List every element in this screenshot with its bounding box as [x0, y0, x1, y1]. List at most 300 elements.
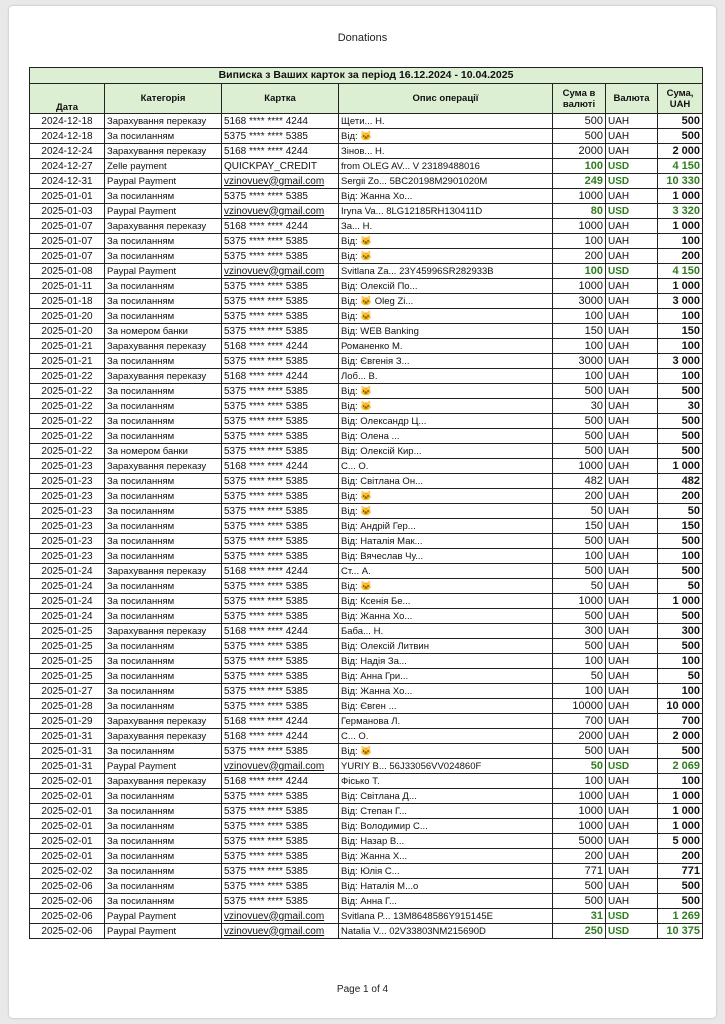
cell-category: За посиланням: [105, 234, 222, 249]
table-row: [30, 399, 703, 414]
cell-total: 300: [658, 624, 703, 639]
cell-description: Від: Надія За...: [339, 654, 553, 669]
cell-date: 2025-01-24: [30, 564, 105, 579]
cell-total: 5 000: [658, 834, 703, 849]
cell-card[interactable]: vzinovuev@gmail.com: [222, 174, 339, 189]
cell-amount: 500: [553, 894, 606, 909]
cell-total: 100: [658, 339, 703, 354]
cell-currency: USD: [606, 264, 658, 279]
cell-currency: UAH: [606, 384, 658, 399]
cell-amount: 100: [553, 309, 606, 324]
cell-date: 2024-12-18: [30, 114, 105, 129]
cell-amount: 500: [553, 429, 606, 444]
cell-total: 500: [658, 114, 703, 129]
cell-date: 2025-01-20: [30, 324, 105, 339]
cell-date: 2025-01-24: [30, 609, 105, 624]
cell-total: 150: [658, 324, 703, 339]
cell-currency: UAH: [606, 819, 658, 834]
cell-currency: UAH: [606, 744, 658, 759]
cell-total: 771: [658, 864, 703, 879]
cell-card: 5375 **** **** 5385: [222, 684, 339, 699]
table-row: [30, 234, 703, 249]
cell-date: 2025-01-22: [30, 429, 105, 444]
cell-total: 2 000: [658, 729, 703, 744]
cell-currency: UAH: [606, 444, 658, 459]
cell-description: Від: Жанна Хо...: [339, 684, 553, 699]
header-description: Опис операції: [339, 84, 553, 114]
cell-currency: UAH: [606, 504, 658, 519]
cell-description: Зінов... Н.: [339, 144, 553, 159]
cell-amount: 100: [553, 339, 606, 354]
cell-description: Баба... Н.: [339, 624, 553, 639]
cell-card[interactable]: vzinovuev@gmail.com: [222, 909, 339, 924]
cell-description: Від: Олена ...: [339, 429, 553, 444]
cell-description: Від: Анна Гри...: [339, 669, 553, 684]
cell-description: За... Н.: [339, 219, 553, 234]
cell-category: Зарахування переказу: [105, 774, 222, 789]
table-row: [30, 444, 703, 459]
cell-amount: 100: [553, 264, 606, 279]
table-row: [30, 834, 703, 849]
cell-category: За номером банки: [105, 324, 222, 339]
page-number: Page 1 of 4: [336, 984, 389, 995]
cell-category: За посиланням: [105, 699, 222, 714]
cell-date: 2025-02-06: [30, 924, 105, 939]
cell-card: 5168 **** **** 4244: [222, 729, 339, 744]
table-row: [30, 414, 703, 429]
cell-amount: 200: [553, 249, 606, 264]
cell-currency: USD: [606, 909, 658, 924]
cell-card: 5375 **** **** 5385: [222, 864, 339, 879]
cell-card: 5375 **** **** 5385: [222, 444, 339, 459]
cell-category: Зарахування переказу: [105, 219, 222, 234]
cell-description: Фісько Т.: [339, 774, 553, 789]
cell-date: 2025-01-22: [30, 414, 105, 429]
statement-table: [29, 67, 703, 939]
cell-currency: UAH: [606, 564, 658, 579]
cell-amount: 500: [553, 444, 606, 459]
cell-amount: 200: [553, 849, 606, 864]
table-row: [30, 294, 703, 309]
cell-card: 5375 **** **** 5385: [222, 399, 339, 414]
cell-description: Від: Олексій По...: [339, 279, 553, 294]
cell-card: 5375 **** **** 5385: [222, 354, 339, 369]
cell-description: Від: Анна Г...: [339, 894, 553, 909]
cell-card[interactable]: vzinovuev@gmail.com: [222, 924, 339, 939]
cell-currency: UAH: [606, 639, 658, 654]
cell-currency: UAH: [606, 219, 658, 234]
cell-currency: UAH: [606, 234, 658, 249]
cell-category: Paypal Payment: [105, 924, 222, 939]
cell-card: 5168 **** **** 4244: [222, 144, 339, 159]
cell-date: 2025-01-27: [30, 684, 105, 699]
cell-card: 5168 **** **** 4244: [222, 624, 339, 639]
cell-date: 2025-01-07: [30, 219, 105, 234]
cell-amount: 1000: [553, 189, 606, 204]
cell-total: 100: [658, 684, 703, 699]
cell-category: Paypal Payment: [105, 174, 222, 189]
cell-currency: UAH: [606, 864, 658, 879]
cell-category: За посиланням: [105, 864, 222, 879]
cell-description: Від: Назар В...: [339, 834, 553, 849]
cell-date: 2025-01-07: [30, 234, 105, 249]
table-row: [30, 654, 703, 669]
cell-total: 500: [658, 744, 703, 759]
table-row: [30, 384, 703, 399]
cell-description: Від: Юлія С...: [339, 864, 553, 879]
cell-total: 1 000: [658, 279, 703, 294]
cell-date: 2025-01-25: [30, 639, 105, 654]
cell-currency: UAH: [606, 684, 658, 699]
cell-category: Зарахування переказу: [105, 624, 222, 639]
cell-total: 500: [658, 879, 703, 894]
cell-card: 5375 **** **** 5385: [222, 609, 339, 624]
cell-total: 100: [658, 234, 703, 249]
cell-currency: UAH: [606, 579, 658, 594]
cell-currency: UAH: [606, 294, 658, 309]
table-row: [30, 624, 703, 639]
cell-description: Від: 🐱: [339, 234, 553, 249]
cell-date: 2025-01-31: [30, 744, 105, 759]
cell-category: За посиланням: [105, 549, 222, 564]
cell-amount: 50: [553, 669, 606, 684]
cell-description: Від: 🐱: [339, 399, 553, 414]
table-title: Виписка з Ваших карток за період 16.12.2024 - 10.04.2025: [30, 68, 703, 84]
cell-card: QUICKPAY_CREDIT: [222, 159, 339, 174]
cell-currency: UAH: [606, 654, 658, 669]
table-row: [30, 174, 703, 189]
cell-card: 5375 **** **** 5385: [222, 474, 339, 489]
cell-currency: UAH: [606, 474, 658, 489]
cell-currency: UAH: [606, 519, 658, 534]
cell-date: 2025-01-23: [30, 534, 105, 549]
cell-card: 5375 **** **** 5385: [222, 789, 339, 804]
cell-card[interactable]: vzinovuev@gmail.com: [222, 264, 339, 279]
cell-amount: 249: [553, 174, 606, 189]
cell-amount: 50: [553, 504, 606, 519]
cell-total: 500: [658, 564, 703, 579]
cell-card: 5375 **** **** 5385: [222, 594, 339, 609]
cell-currency: USD: [606, 174, 658, 189]
cell-description: С... О.: [339, 729, 553, 744]
cell-category: Зарахування переказу: [105, 369, 222, 384]
cell-amount: 1000: [553, 819, 606, 834]
cell-amount: 50: [553, 579, 606, 594]
cell-card: 5375 **** **** 5385: [222, 669, 339, 684]
cell-description: Від: Жанна Хо...: [339, 189, 553, 204]
table-row: [30, 204, 703, 219]
cell-currency: UAH: [606, 339, 658, 354]
table-row: [30, 594, 703, 609]
cell-total: 500: [658, 129, 703, 144]
table-row: [30, 579, 703, 594]
cell-currency: UAH: [606, 624, 658, 639]
table-row: [30, 804, 703, 819]
cell-total: 500: [658, 444, 703, 459]
cell-amount: 300: [553, 624, 606, 639]
cell-total: 50: [658, 579, 703, 594]
cell-date: 2025-01-23: [30, 549, 105, 564]
cell-category: За посиланням: [105, 429, 222, 444]
cell-description: Від: Андрій Гер...: [339, 519, 553, 534]
table-row: [30, 354, 703, 369]
cell-currency: UAH: [606, 399, 658, 414]
cell-total: 1 000: [658, 594, 703, 609]
cell-currency: UAH: [606, 714, 658, 729]
cell-date: 2025-01-07: [30, 249, 105, 264]
cell-total: 100: [658, 369, 703, 384]
table-row: [30, 879, 703, 894]
table-row: [30, 459, 703, 474]
table-row: [30, 729, 703, 744]
cell-currency: UAH: [606, 324, 658, 339]
cell-currency: UAH: [606, 534, 658, 549]
cell-date: 2025-01-01: [30, 189, 105, 204]
cell-category: За посиланням: [105, 534, 222, 549]
table-row: [30, 324, 703, 339]
cell-amount: 30: [553, 399, 606, 414]
cell-card: 5375 **** **** 5385: [222, 804, 339, 819]
cell-category: Зарахування переказу: [105, 339, 222, 354]
cell-currency: UAH: [606, 834, 658, 849]
cell-category: За посиланням: [105, 519, 222, 534]
cell-card: 5375 **** **** 5385: [222, 819, 339, 834]
cell-currency: UAH: [606, 414, 658, 429]
cell-description: Від: Євген ...: [339, 699, 553, 714]
cell-date: 2025-01-18: [30, 294, 105, 309]
cell-category: За посиланням: [105, 609, 222, 624]
cell-currency: UAH: [606, 249, 658, 264]
cell-description: Svitlana Za... 23Y45996SR282933B: [339, 264, 553, 279]
cell-description: Від: Світлана Он...: [339, 474, 553, 489]
table-row: [30, 669, 703, 684]
cell-card[interactable]: vzinovuev@gmail.com: [222, 759, 339, 774]
cell-category: Зарахування переказу: [105, 114, 222, 129]
cell-date: 2025-01-25: [30, 654, 105, 669]
cell-total: 1 000: [658, 819, 703, 834]
cell-description: Від: 🐱: [339, 504, 553, 519]
cell-category: За посиланням: [105, 474, 222, 489]
table-row: [30, 114, 703, 129]
cell-amount: 2000: [553, 729, 606, 744]
table-row: [30, 639, 703, 654]
cell-description: Від: WEB Banking: [339, 324, 553, 339]
cell-date: 2025-01-23: [30, 489, 105, 504]
cell-description: Від: 🐱: [339, 489, 553, 504]
header-amount: Сума в валюті: [553, 84, 606, 114]
cell-card: 5375 **** **** 5385: [222, 294, 339, 309]
cell-description: Від: Наталія Мак...: [339, 534, 553, 549]
cell-currency: UAH: [606, 309, 658, 324]
cell-description: Від: 🐱: [339, 129, 553, 144]
table-row: [30, 894, 703, 909]
cell-description: Германова Л.: [339, 714, 553, 729]
cell-currency: UAH: [606, 594, 658, 609]
cell-category: За посиланням: [105, 849, 222, 864]
cell-card: 5375 **** **** 5385: [222, 279, 339, 294]
table-row: [30, 789, 703, 804]
cell-card: 5375 **** **** 5385: [222, 699, 339, 714]
table-row: [30, 144, 703, 159]
cell-amount: 500: [553, 129, 606, 144]
cell-currency: UAH: [606, 699, 658, 714]
cell-card: 5375 **** **** 5385: [222, 249, 339, 264]
cell-date: 2024-12-27: [30, 159, 105, 174]
cell-card: 5375 **** **** 5385: [222, 579, 339, 594]
document-title: Donations: [337, 32, 388, 44]
cell-date: 2025-02-01: [30, 834, 105, 849]
cell-category: Paypal Payment: [105, 909, 222, 924]
cell-total: 100: [658, 654, 703, 669]
cell-description: Natalia V... 02V33803NM215690D: [339, 924, 553, 939]
cell-card: 5375 **** **** 5385: [222, 549, 339, 564]
cell-currency: UAH: [606, 189, 658, 204]
cell-amount: 500: [553, 639, 606, 654]
cell-card: 5168 **** **** 4244: [222, 564, 339, 579]
cell-amount: 100: [553, 684, 606, 699]
cell-card: 5375 **** **** 5385: [222, 879, 339, 894]
cell-category: За посиланням: [105, 189, 222, 204]
cell-total: 700: [658, 714, 703, 729]
header-category: Категорія: [105, 84, 222, 114]
cell-card: 5375 **** **** 5385: [222, 309, 339, 324]
cell-date: 2025-01-28: [30, 699, 105, 714]
table-row: [30, 849, 703, 864]
table-row: [30, 339, 703, 354]
cell-card: 5375 **** **** 5385: [222, 534, 339, 549]
header-date: Дата: [30, 84, 105, 114]
cell-card: 5168 **** **** 4244: [222, 114, 339, 129]
cell-total: 10 375: [658, 924, 703, 939]
cell-category: За посиланням: [105, 594, 222, 609]
table-row: [30, 864, 703, 879]
table-row: [30, 189, 703, 204]
cell-category: За посиланням: [105, 789, 222, 804]
table-row: [30, 489, 703, 504]
cell-amount: 3000: [553, 354, 606, 369]
cell-total: 1 000: [658, 789, 703, 804]
cell-description: Iryna Va... 8LG12185RH130411D: [339, 204, 553, 219]
table-row: [30, 369, 703, 384]
cell-date: 2025-02-01: [30, 849, 105, 864]
header-currency: Валюта: [606, 84, 658, 114]
cell-amount: 150: [553, 519, 606, 534]
cell-currency: UAH: [606, 369, 658, 384]
cell-total: 482: [658, 474, 703, 489]
cell-total: 3 000: [658, 354, 703, 369]
cell-date: 2025-01-31: [30, 759, 105, 774]
cell-date: 2025-01-08: [30, 264, 105, 279]
cell-description: Романенко М.: [339, 339, 553, 354]
table-row: [30, 159, 703, 174]
cell-card: 5168 **** **** 4244: [222, 459, 339, 474]
cell-category: Зарахування переказу: [105, 564, 222, 579]
cell-currency: UAH: [606, 354, 658, 369]
cell-date: 2025-01-22: [30, 384, 105, 399]
cell-amount: 50: [553, 759, 606, 774]
cell-description: Svitlana P... 13M8648586Y915145E: [339, 909, 553, 924]
cell-amount: 500: [553, 414, 606, 429]
cell-date: 2024-12-24: [30, 144, 105, 159]
table-row: [30, 279, 703, 294]
cell-currency: UAH: [606, 669, 658, 684]
cell-total: 50: [658, 504, 703, 519]
cell-date: 2025-01-23: [30, 459, 105, 474]
cell-description: Від: Жанна Хо...: [339, 609, 553, 624]
cell-total: 500: [658, 414, 703, 429]
cell-amount: 250: [553, 924, 606, 939]
cell-date: 2025-01-21: [30, 354, 105, 369]
cell-currency: UAH: [606, 144, 658, 159]
cell-total: 1 000: [658, 804, 703, 819]
cell-amount: 1000: [553, 459, 606, 474]
cell-currency: UAH: [606, 429, 658, 444]
cell-date: 2024-12-31: [30, 174, 105, 189]
cell-total: 200: [658, 489, 703, 504]
cell-card: 5168 **** **** 4244: [222, 339, 339, 354]
table-row: [30, 309, 703, 324]
cell-amount: 5000: [553, 834, 606, 849]
cell-description: Від: Наталія М...о: [339, 879, 553, 894]
cell-category: Paypal Payment: [105, 204, 222, 219]
cell-amount: 1000: [553, 804, 606, 819]
cell-description: from OLEG AV... V 23189488016: [339, 159, 553, 174]
cell-card: 5168 **** **** 4244: [222, 714, 339, 729]
cell-amount: 1000: [553, 594, 606, 609]
cell-category: За посиланням: [105, 834, 222, 849]
cell-card: 5375 **** **** 5385: [222, 429, 339, 444]
cell-date: 2025-01-23: [30, 504, 105, 519]
cell-total: 30: [658, 399, 703, 414]
cell-card[interactable]: vzinovuev@gmail.com: [222, 204, 339, 219]
cell-description: Від: Світлана Д...: [339, 789, 553, 804]
cell-date: 2025-01-22: [30, 399, 105, 414]
cell-date: 2025-01-31: [30, 729, 105, 744]
cell-card: 5375 **** **** 5385: [222, 519, 339, 534]
cell-date: 2025-01-11: [30, 279, 105, 294]
cell-total: 2 000: [658, 144, 703, 159]
cell-amount: 500: [553, 744, 606, 759]
table-row: [30, 909, 703, 924]
cell-category: За посиланням: [105, 579, 222, 594]
cell-currency: UAH: [606, 609, 658, 624]
cell-currency: UAH: [606, 849, 658, 864]
cell-amount: 2000: [553, 144, 606, 159]
cell-total: 3 320: [658, 204, 703, 219]
cell-date: 2025-01-29: [30, 714, 105, 729]
cell-date: 2025-01-23: [30, 519, 105, 534]
cell-amount: 482: [553, 474, 606, 489]
cell-description: Від: Олександр Ц...: [339, 414, 553, 429]
table-row: [30, 564, 703, 579]
cell-category: За посиланням: [105, 894, 222, 909]
cell-amount: 500: [553, 879, 606, 894]
cell-category: За посиланням: [105, 744, 222, 759]
cell-card: 5375 **** **** 5385: [222, 849, 339, 864]
cell-date: 2025-01-25: [30, 624, 105, 639]
cell-category: За посиланням: [105, 639, 222, 654]
cell-total: 1 000: [658, 459, 703, 474]
cell-category: За посиланням: [105, 279, 222, 294]
table-row: [30, 549, 703, 564]
cell-category: За посиланням: [105, 384, 222, 399]
cell-currency: UAH: [606, 489, 658, 504]
cell-category: Paypal Payment: [105, 264, 222, 279]
cell-category: Зарахування переказу: [105, 144, 222, 159]
cell-currency: UAH: [606, 804, 658, 819]
cell-description: Від: Володимир С...: [339, 819, 553, 834]
cell-description: Щети... Н.: [339, 114, 553, 129]
